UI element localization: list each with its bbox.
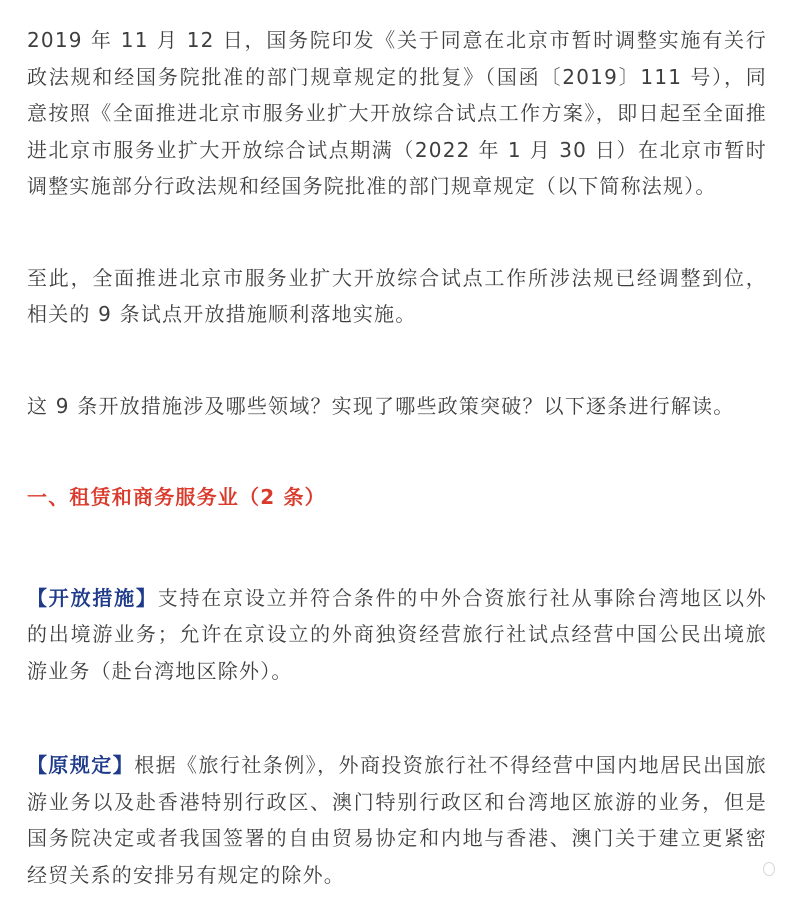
article-body (27, 22, 767, 893)
original-text: 根据《旅行社条例》，外商投资旅行社不得经营中国内地居民出国旅游业务以及赴香港特别行政区、澳门特别行政区和台湾地区旅游的业务，但是国务院决定或者我国签署的自由贸易协定和内地与香港、澳门关于建立更紧密经贸关系的安排另有规定的除外。 (27, 753, 768, 887)
status-paragraph: 至此，全面推进北京市服务业扩大开放综合试点工作所涉法规已经调整到位，相关的 9 条试点开放措施顺利落地实施。 (27, 265, 767, 326)
original-tag: 【原规定】 (27, 753, 135, 777)
measure-tag: 【开放措施】 (27, 585, 158, 610)
watermark-icon (763, 862, 775, 876)
measure-text: 支持在京设立并符合条件的中外合资旅行社从事除台湾地区以外的出境游业务；允许在京设立的外商独资经营旅行社试点经营中国公民出境旅游业务（赴台湾地区除外）。 (27, 585, 768, 683)
intro-paragraph: 2019 年 11 月 12 日，国务院印发《关于同意在北京市暂时调整实施有关行政法规和经国务院批准的部门规章规定的批复》（国函〔2019〕111 号），同意按照《全面推进北京市服务业扩大开放综合试点工作方案》，即日起至全面推进北京市服务业扩大开放综合试点期满（2022 年 1 月 30 日）在北京市暂时调整实施部分行政法规和经国务院批准的部门规章规定（以下简称法规）。 (27, 28, 767, 198)
original-rule-paragraph (27, 747, 767, 893)
question-paragraph: 这 9 条开放措施涉及哪些领域？实现了哪些政策突破？以下逐条进行解读。 (27, 393, 735, 418)
section-heading: 一、租赁和商务服务业（2 条） (27, 485, 326, 509)
measure-paragraph (27, 580, 767, 690)
